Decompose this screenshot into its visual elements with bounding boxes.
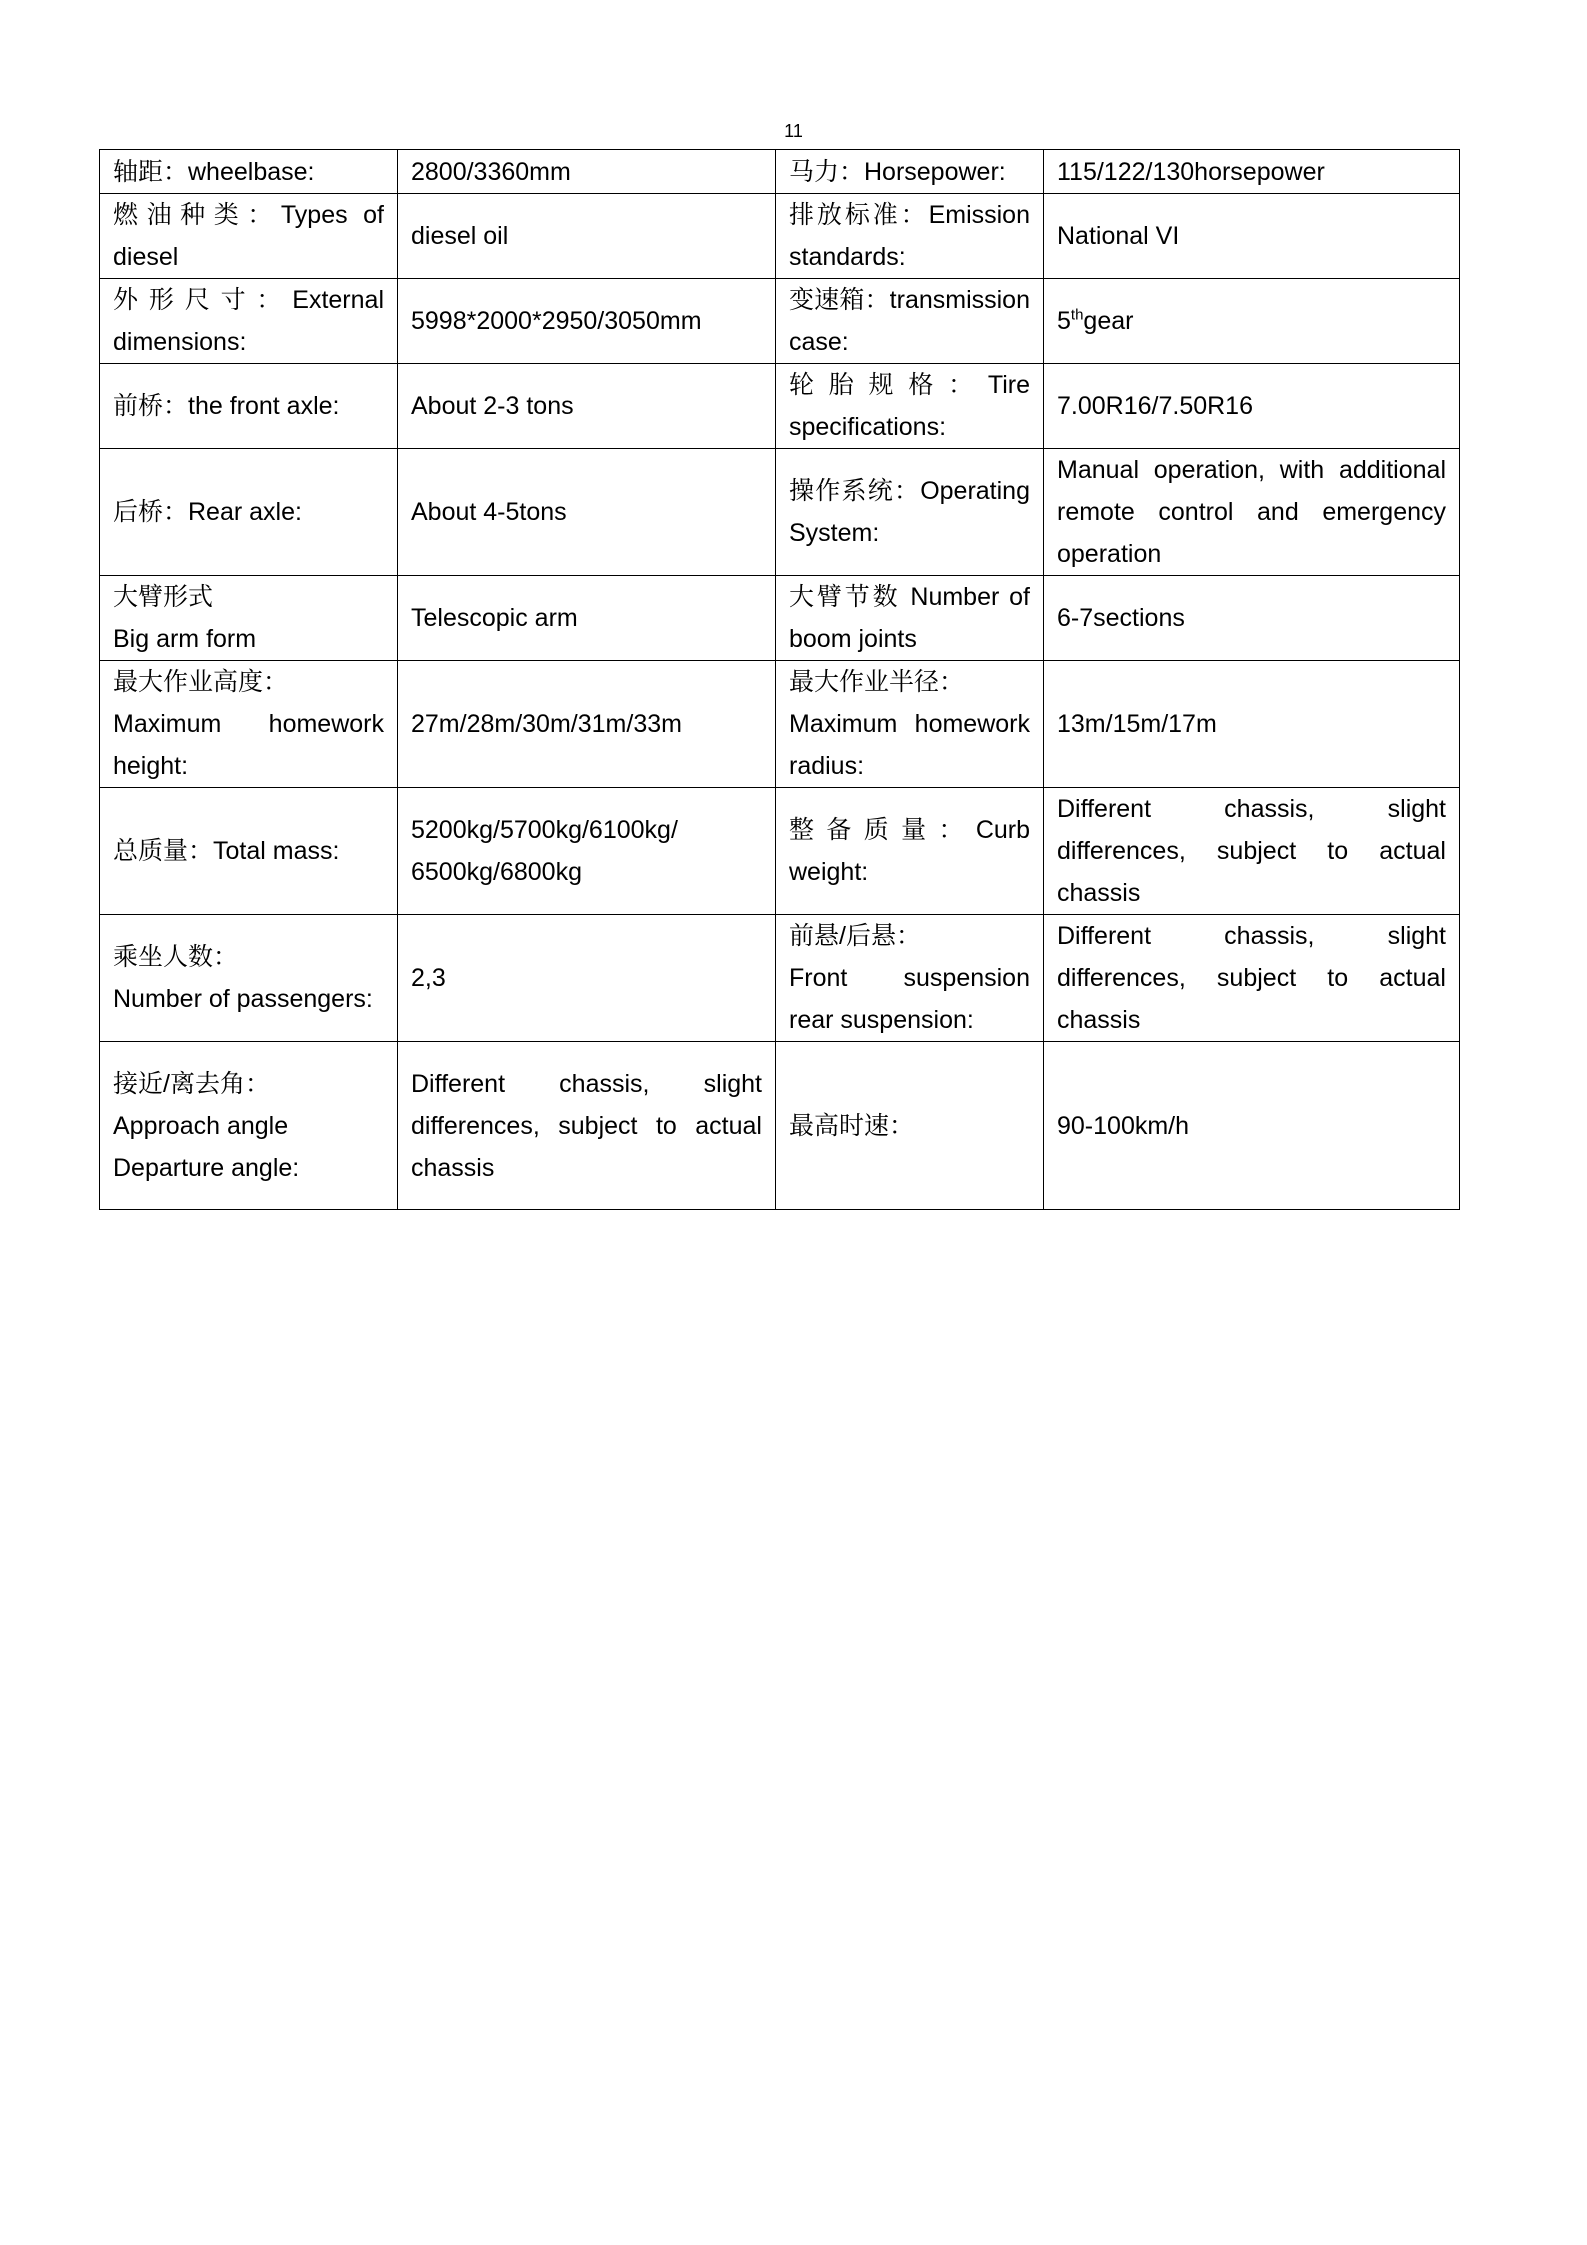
cell-text: 7.00R16/7.50R16 xyxy=(1057,392,1253,420)
cell-text: 90-100km/h xyxy=(1057,1111,1190,1140)
label-cell xyxy=(776,915,1044,1042)
label-cell xyxy=(100,279,398,364)
label-cell xyxy=(776,449,1044,576)
cell-text-cn: 最大作业半径： xyxy=(789,668,965,696)
value-cell xyxy=(1044,364,1460,449)
cell-text: 整备质量：Curb weight: xyxy=(789,816,1030,886)
label-cell xyxy=(100,1042,398,1210)
cell-text-en: Approach angle xyxy=(113,1111,289,1140)
ordinal-suffix: th xyxy=(1070,306,1084,324)
value-cell xyxy=(1044,915,1460,1042)
value-cell xyxy=(1044,194,1460,279)
cell-text: About 4-5tons xyxy=(411,498,567,526)
cell-text: 5998*2000*2950/3050mm xyxy=(411,307,702,335)
value-cell xyxy=(398,364,776,449)
cell-text: Different chassis, slight differences, subject to actual chassis xyxy=(1057,795,1446,907)
value-cell xyxy=(1044,449,1460,576)
cell-text: 13m/15m/17m xyxy=(1057,710,1217,738)
label-cell xyxy=(776,279,1044,364)
cell-text-en: Departure angle: xyxy=(113,1153,300,1182)
label-cell xyxy=(100,194,398,279)
value-cell xyxy=(398,279,776,364)
label-cell xyxy=(776,150,1044,194)
cell-text-cn: 最大作业高度： xyxy=(113,668,289,696)
cell-text: 27m/28m/30m/31m/33m xyxy=(411,710,682,738)
table-row xyxy=(100,661,1460,788)
value-cell xyxy=(1044,1042,1460,1210)
cell-text: 马力：Horsepower: xyxy=(789,157,1006,186)
gear-text: gear xyxy=(1083,307,1134,335)
label-cell xyxy=(100,150,398,194)
value-cell xyxy=(1044,661,1460,788)
cell-text: About 2-3 tons xyxy=(411,392,574,420)
cell-text-en: Maximum homework radius: xyxy=(789,710,1030,780)
value-cell xyxy=(398,194,776,279)
table-row xyxy=(100,364,1460,449)
table-row xyxy=(100,788,1460,915)
label-cell xyxy=(100,915,398,1042)
value-cell xyxy=(398,150,776,194)
cell-text: 外形尺寸：External dimensions: xyxy=(113,286,384,356)
table-row xyxy=(100,915,1460,1042)
cell-text: 115/122/130horsepower xyxy=(1057,157,1325,186)
value-cell xyxy=(1044,788,1460,915)
label-cell xyxy=(100,576,398,661)
cell-text: 2800/3360mm xyxy=(411,157,571,186)
value-cell xyxy=(398,661,776,788)
label-cell xyxy=(100,364,398,449)
cell-text: 后桥：Rear axle: xyxy=(113,498,302,526)
cell-text: 轴距：wheelbase: xyxy=(113,157,315,186)
cell-text: 变速箱：transmission case: xyxy=(789,286,1030,356)
cell-text: 总质量：Total mass: xyxy=(113,837,340,865)
cell-text: Different chassis, slight differences, subject to actual chassis xyxy=(411,1069,762,1182)
value-cell xyxy=(398,576,776,661)
value-cell xyxy=(398,1042,776,1210)
cell-text-cn: 前悬/后悬： xyxy=(789,922,921,950)
label-cell xyxy=(776,661,1044,788)
cell-text: 排放标准：Emission standards: xyxy=(789,201,1030,271)
value-cell xyxy=(398,788,776,915)
cell-text: 燃油种类：Types of diesel xyxy=(113,201,384,271)
table-row xyxy=(100,449,1460,576)
cell-text: 轮胎规格：Tire specifications: xyxy=(789,371,1030,441)
label-cell xyxy=(776,788,1044,915)
label-cell xyxy=(776,194,1044,279)
gear-number: 5 xyxy=(1057,307,1071,335)
label-cell xyxy=(776,364,1044,449)
cell-text-en: Big arm form xyxy=(113,625,257,653)
cell-text: National VI xyxy=(1057,222,1180,250)
value-cell xyxy=(398,915,776,1042)
spec-table xyxy=(99,149,1460,1210)
label-cell xyxy=(776,576,1044,661)
cell-text: 2,3 xyxy=(411,964,446,992)
value-cell xyxy=(1044,150,1460,194)
cell-text: 前桥：the front axle: xyxy=(113,392,340,420)
cell-text: Telescopic arm xyxy=(411,604,578,632)
cell-text: 最高时速： xyxy=(789,1111,915,1140)
cell-text: Manual operation, with additional remote control and emergency operation xyxy=(1057,456,1446,568)
cell-text-en: Number of passengers: xyxy=(113,985,373,1013)
cell-text: 操作系统：Operating System: xyxy=(789,477,1030,547)
cell-text: diesel oil xyxy=(411,222,509,250)
cell-text: 5200kg/5700kg/6100kg/ 6500kg/6800kg xyxy=(411,816,678,886)
page-number: 11 xyxy=(784,121,803,141)
table-row xyxy=(100,279,1460,364)
table-row xyxy=(100,576,1460,661)
label-cell xyxy=(776,1042,1044,1210)
cell-text-cn: 大臂形式 xyxy=(113,583,214,611)
table-row xyxy=(100,1042,1460,1210)
table-row xyxy=(100,194,1460,279)
cell-text-en: Maximum homework height: xyxy=(113,710,384,780)
value-cell xyxy=(1044,576,1460,661)
cell-text: 6-7sections xyxy=(1057,604,1185,632)
cell-text: Different chassis, slight differences, subject to actual chassis xyxy=(1057,922,1446,1034)
cell-text: 大臂节数 Number of boom joints xyxy=(789,583,1030,653)
label-cell xyxy=(100,661,398,788)
label-cell xyxy=(100,788,398,915)
value-cell xyxy=(398,449,776,576)
table-row xyxy=(100,150,1460,194)
label-cell xyxy=(100,449,398,576)
cell-text-en: Front suspension rear suspension: xyxy=(789,964,1030,1034)
value-cell xyxy=(1044,279,1460,364)
cell-text-cn: 乘坐人数： xyxy=(113,943,239,971)
cell-text-cn: 接近/离去角： xyxy=(113,1069,270,1098)
